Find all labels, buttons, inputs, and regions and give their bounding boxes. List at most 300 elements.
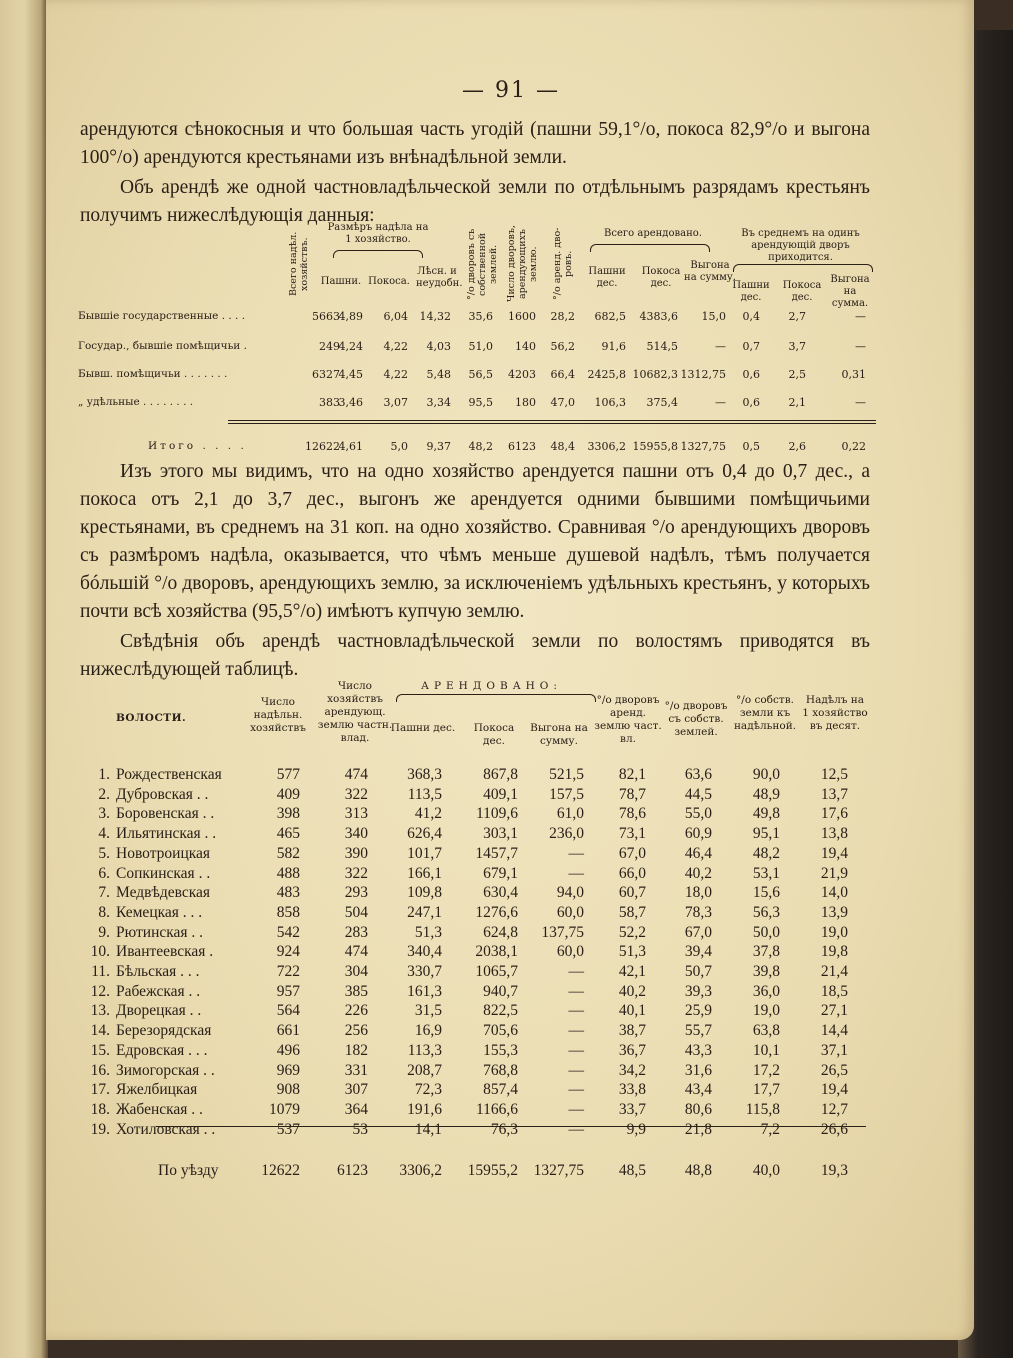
table-cell: 364 [344, 1100, 368, 1118]
table-cell: 61,0 [556, 805, 584, 823]
brace [590, 244, 710, 252]
table-cell: 2,5 [788, 368, 806, 381]
table-cell: 113,5 [407, 785, 442, 803]
table-cell: 368,3 [407, 766, 442, 783]
row-number: 10. [90, 943, 110, 961]
table-cell: 19,3 [820, 1162, 848, 1179]
table-cell: — [568, 1022, 584, 1040]
table-rule [228, 420, 876, 421]
table-cell: 249 [319, 340, 340, 353]
table-cell: 48,9 [752, 785, 780, 803]
table-cell: 247,1 [407, 903, 442, 921]
table-row [86, 1062, 876, 1082]
table-cell: 76,3 [490, 1120, 518, 1138]
table-cell: 19,0 [820, 923, 848, 941]
th-avg-group: Въ среднемъ на одинъ арендующій дворъ приходится. [741, 228, 860, 263]
table-cell: — [715, 340, 726, 353]
table-cell: 2,7 [788, 310, 806, 323]
table-cell: 95,1 [752, 825, 780, 843]
table-cell: 0,7 [742, 340, 760, 353]
table-cell: 33,8 [618, 1081, 646, 1099]
table-cell: 39,4 [684, 943, 712, 961]
table-row [86, 904, 876, 924]
table-cell: 822,5 [483, 1002, 518, 1020]
table-cell: 21,8 [684, 1120, 712, 1138]
table-cell: 56,3 [752, 903, 780, 921]
volost-name: Боровенская . . [116, 805, 215, 823]
volost-name: Новотроицкая [116, 844, 211, 862]
table-cell: 375,4 [646, 396, 678, 409]
volost-name: Ильятинская . . [116, 825, 217, 843]
table-row [86, 963, 876, 983]
table-cell: 60,7 [618, 884, 646, 902]
table-cell: 0,5 [742, 440, 760, 453]
table-cell: 398 [276, 805, 300, 823]
table-cell: 226 [344, 1002, 368, 1020]
table-cell: 67,0 [684, 923, 712, 941]
table-cell: 4,22 [383, 368, 408, 381]
table-row [86, 845, 876, 865]
table-cell: 166,1 [407, 864, 442, 882]
table-cell: 303,1 [483, 825, 518, 843]
table-cell: 1276,6 [475, 903, 518, 921]
table-cell: 1327,75 [533, 1162, 584, 1179]
table-cell: 39,8 [752, 963, 780, 980]
table-row [86, 825, 876, 845]
th-pokosa: Покоса дес. [473, 722, 515, 747]
table-cell: 19,4 [820, 844, 848, 862]
table-cell: 18,0 [684, 884, 712, 902]
table-cell: 14,1 [414, 1120, 442, 1138]
row-number: 1. [98, 766, 110, 783]
table-cell: 331 [344, 1061, 368, 1079]
row-number: 7. [98, 884, 110, 902]
table-cell: 488 [276, 864, 300, 882]
table-cell: 113,3 [407, 1041, 442, 1059]
table-cell: 27,1 [820, 1002, 848, 1020]
table-cell: 39,3 [684, 982, 712, 1000]
table-cell: 43,3 [684, 1041, 712, 1059]
table-cell: 12,7 [820, 1100, 848, 1118]
table-cell: 1600 [508, 310, 536, 323]
row-number: 9. [98, 923, 110, 941]
table-row [86, 1042, 876, 1062]
table-cell: 2,6 [788, 440, 806, 453]
table-cell: 115,8 [745, 1100, 780, 1118]
table-cell: 722 [276, 963, 300, 980]
table-cell: 66,0 [618, 864, 646, 882]
th-households: Число надѣльн. хозяйствъ [250, 696, 306, 734]
table-cell: 90,0 [752, 766, 780, 783]
table-cell: 43,4 [684, 1081, 712, 1099]
th-pashni: Пашни дес. [390, 722, 456, 734]
th-num-rent: Число дворовъ, арендующихъ землю. [506, 225, 539, 303]
table-cell: 56,2 [550, 340, 575, 353]
volost-name: Медвѣдевская [116, 884, 211, 902]
th-pct-own-land: °/о собств. земли къ надѣльной. [733, 694, 797, 732]
th-total-rented: Всего арендовано. [604, 228, 702, 239]
table-cell: 661 [276, 1022, 300, 1040]
table-cell: 95,5 [468, 396, 493, 409]
row-number: 6. [98, 864, 110, 882]
table-row [86, 884, 876, 904]
th-avg-pokosa: Покоса дес. [782, 280, 822, 303]
volost-name: Дубровская . . [116, 785, 209, 803]
table-cell: 483 [276, 884, 300, 902]
table-cell: 180 [515, 396, 536, 409]
th-total-nadel: Всего надѣл. хозяйствъ. [288, 231, 310, 297]
table-cell: 48,4 [550, 440, 575, 453]
table-cell: 4,22 [383, 340, 408, 353]
volost-name: Рютинская . . [116, 923, 204, 941]
table-cell: 322 [344, 785, 368, 803]
table-cell: 15,6 [752, 884, 780, 902]
table-cell: — [855, 310, 866, 323]
table-cell: 51,3 [618, 943, 646, 961]
volost-name: Едровская . . . [116, 1041, 208, 1059]
table-cell: 504 [344, 903, 368, 921]
volost-name: Березорядская [116, 1022, 212, 1040]
table-cell: 35,6 [468, 310, 493, 323]
table-cell: 60,9 [684, 825, 712, 843]
table-row [78, 396, 878, 418]
row-number: 3. [98, 805, 110, 823]
paragraph-2: Объ арендѣ же одной частновладѣльческой земли по отдѣльнымъ разрядамъ крестьянъ получимъ нижеслѣдующія данныя: [80, 177, 870, 226]
table-cell: 577 [276, 766, 300, 783]
table-cell: 858 [276, 903, 300, 921]
table-cell: 155,3 [483, 1041, 518, 1059]
table-cell: 49,8 [752, 805, 780, 823]
table-row [86, 1002, 876, 1022]
table-cell: 19,8 [820, 943, 848, 961]
volost-name: По уѣзду [158, 1162, 219, 1179]
table-cell: 12622 [261, 1162, 300, 1179]
table-cell: 72,3 [414, 1081, 442, 1099]
th-arendovano: АРЕНДОВАНО: [421, 680, 562, 692]
row-number: 2. [98, 785, 110, 803]
th-renting: Число хозяйствъ арендующ. землю частн. влад. [317, 680, 393, 744]
table-cell: 17,7 [752, 1081, 780, 1099]
table-cell: 17,2 [752, 1061, 780, 1079]
table-cell: 0,31 [841, 368, 866, 381]
table-cell: 1166,6 [475, 1100, 518, 1118]
volost-name: Яжелбицкая [116, 1081, 198, 1099]
table-cell: 5,48 [426, 368, 451, 381]
th-avg-vygona: Выгона на сумма. [830, 274, 870, 309]
table-cell: 2,1 [788, 396, 806, 409]
table-cell: — [568, 1081, 584, 1099]
table-cell: 191,6 [407, 1100, 442, 1118]
table-cell: 63,6 [684, 766, 712, 783]
table-cell: 4,61 [338, 440, 363, 453]
table-cell: 50,0 [752, 923, 780, 941]
brace [733, 264, 873, 272]
table-cell: 682,5 [594, 310, 626, 323]
row-number: 17. [90, 1081, 110, 1099]
table-cell: 9,9 [626, 1120, 646, 1138]
table-cell: 582 [276, 844, 300, 862]
table-cell: 94,0 [556, 884, 584, 902]
table-cell: 3306,2 [587, 440, 626, 453]
table-cell: 73,1 [618, 825, 646, 843]
table-cell: 34,2 [618, 1061, 646, 1079]
row-number: 11. [91, 963, 110, 980]
table-cell: 51,0 [468, 340, 493, 353]
table-cell: 564 [276, 1002, 300, 1020]
table-cell: 47,0 [550, 396, 575, 409]
table-cell: 50,7 [684, 963, 712, 980]
table-cell: 16,9 [414, 1022, 442, 1040]
table-cell: — [568, 1120, 584, 1138]
table-cell: 12,5 [820, 766, 848, 783]
table-cell: 36,7 [618, 1041, 646, 1059]
table-cell: 3,46 [338, 396, 363, 409]
paragraph-3: Изъ этого мы видимъ, что на одно хозяйство арендуется пашни отъ 0,4 до 0,7 дес., а покоса отъ 2,1 до 3,7 дес., выгонъ же арендуется одними бывшими помѣщичьими крестьянами, въ среднемъ на 31 коп. на одно хозяйство. Сравнивая °/о арендующихъ дворовъ съ размѣромъ надѣла, оказывается, что чѣмъ меньше душевой надѣлъ, тѣмъ получается бóльшій °/о дворовъ, арендующихъ землю, за исключеніемъ удѣльныхъ крестьянъ, у которыхъ почти всѣ хозяйства (95,5°/о) имѣютъ купчую землю. [80, 461, 870, 622]
table-cell: 48,8 [684, 1162, 712, 1179]
th-lesn: Лѣсн. и неудобн. [416, 266, 463, 289]
table-cell: 80,6 [684, 1100, 712, 1118]
table-cell: 78,6 [618, 805, 646, 823]
table-cell: 514,5 [646, 340, 678, 353]
table-row [86, 786, 876, 806]
table-cell: 31,5 [414, 1002, 442, 1020]
table-cell: — [568, 1061, 584, 1079]
row-number: 19. [90, 1120, 110, 1138]
table-cell: 66,4 [550, 368, 575, 381]
table-cell: 14,32 [419, 310, 451, 323]
table-cell: 33,7 [618, 1100, 646, 1118]
table-cell: 18,5 [820, 982, 848, 1000]
table-cell: 38,7 [618, 1022, 646, 1040]
table-cell: — [568, 1041, 584, 1059]
table-cell: 53 [352, 1120, 368, 1138]
table-cell: — [568, 982, 584, 1000]
table-cell: 25,9 [684, 1002, 712, 1020]
table-cell: 78,3 [684, 903, 712, 921]
table-cell: 340 [344, 825, 368, 843]
table-cell: 67,0 [618, 844, 646, 862]
table-cell: 390 [344, 844, 368, 862]
table-cell: — [568, 963, 584, 980]
table-cell: 307 [344, 1081, 368, 1099]
table-cell: 4,24 [338, 340, 363, 353]
table-cell: 409 [276, 785, 300, 803]
row-number: 5. [98, 844, 110, 862]
table-cell: 0,4 [742, 310, 760, 323]
table-cell: 0,6 [742, 396, 760, 409]
table-cell: 4,45 [338, 368, 363, 381]
table-cell: 208,7 [407, 1061, 442, 1079]
table-cell: 1065,7 [475, 963, 518, 980]
table-by-volost [86, 676, 876, 1196]
th-pashni: Пашни. [320, 276, 362, 287]
table-row [86, 1101, 876, 1121]
table-cell: 0,22 [841, 440, 866, 453]
table-cell: 1327,75 [680, 440, 726, 453]
table-cell: 537 [276, 1120, 300, 1138]
table-cell: 322 [344, 864, 368, 882]
table-cell: — [855, 340, 866, 353]
table-cell: 91,6 [601, 340, 626, 353]
table-cell: 1457,7 [475, 844, 518, 862]
brace [333, 250, 423, 258]
brace [396, 694, 596, 702]
th-avg-pashni: Пашни дес. [732, 280, 770, 303]
table-cell: — [568, 864, 584, 882]
page-number: — 91 — [462, 78, 560, 103]
table-cell: 82,1 [618, 766, 646, 783]
table-cell: 56,5 [468, 368, 493, 381]
table-cell: 293 [344, 884, 368, 902]
table-cell: 3,7 [788, 340, 806, 353]
table-cell: — [568, 1100, 584, 1118]
table-cell: 385 [344, 982, 368, 1000]
table-cell: 283 [344, 923, 368, 941]
table-cell: 106,3 [594, 396, 626, 409]
table-cell: 857,4 [483, 1081, 518, 1099]
table-cell: 4,03 [426, 340, 451, 353]
th-pct-rent: °/о аренд. дворовъ. [552, 227, 574, 301]
row-number: 12. [90, 982, 110, 1000]
table-cell: 31,6 [684, 1061, 712, 1079]
table-cell: 161,3 [407, 982, 442, 1000]
row-label: Государ., бывшіе помѣщичьи . [78, 340, 247, 352]
row-number: 16. [90, 1061, 110, 1079]
table-cell: 1312,75 [680, 368, 726, 381]
table-cell: 14,0 [820, 884, 848, 902]
th-nadel: Надѣлъ на 1 хозяйство въ десят. [802, 694, 868, 732]
table-cell: 1079 [269, 1100, 300, 1118]
table-cell: — [855, 396, 866, 409]
table-cell: 37,8 [752, 943, 780, 961]
table-cell: — [568, 844, 584, 862]
th-vygona: Выгона на сумму. [530, 722, 588, 747]
volost-name: Ивантеевская . [116, 943, 214, 961]
table-cell: 140 [515, 340, 536, 353]
table-cell: 101,7 [407, 844, 442, 862]
table-cell: 60,0 [556, 943, 584, 961]
table-row [86, 1081, 876, 1101]
row-number: 14. [90, 1022, 110, 1040]
total-row [86, 1162, 876, 1182]
table-cell: 78,7 [618, 785, 646, 803]
table-cell: 474 [344, 943, 368, 961]
table-cell: 908 [276, 1081, 300, 1099]
th-size-group: Размѣръ надѣла на 1 хозяйство. [327, 222, 429, 245]
table-cell: 51,3 [414, 923, 442, 941]
table-cell: 3,34 [426, 396, 451, 409]
row-label: „ удѣльные . . . . . . . . [78, 396, 194, 408]
table-cell: 21,9 [820, 864, 848, 882]
table-cell: 19,4 [820, 1081, 848, 1099]
row-label: Бывшіе государственные . . . . [78, 310, 246, 322]
paragraph-4: Свѣдѣнія объ арендѣ частновладѣльческой земли по волостямъ приводятся въ нижеслѣдующей таблицѣ. [80, 631, 870, 680]
table-cell: 46,4 [684, 844, 712, 862]
volost-name: Бѣльская . . . [116, 963, 200, 980]
table-cell: 60,0 [556, 903, 584, 921]
row-label: Бывш. помѣщичьи . . . . . . . [78, 368, 228, 380]
table-rule [228, 423, 876, 424]
table-cell: 304 [344, 963, 368, 980]
table-cell: 6123 [337, 1162, 368, 1179]
table-cell: 5663 [312, 310, 340, 323]
table-cell: 6327 [312, 368, 340, 381]
table-cell: 40,2 [618, 982, 646, 1000]
table-cell: 53,1 [752, 864, 780, 882]
volost-name: Рождественская [116, 766, 222, 783]
table-cell: 957 [276, 982, 300, 1000]
table-row [86, 943, 876, 963]
volost-name: Хотиловская . . [116, 1120, 216, 1138]
table-cell: 521,5 [549, 766, 584, 783]
th-pokosa-des: Покоса дес. [641, 266, 681, 289]
table-cell: 14,4 [820, 1022, 848, 1040]
table-rule [156, 1126, 866, 1127]
row-number: 8. [98, 903, 110, 921]
volost-name: Сопкинская . . [116, 864, 211, 882]
table-by-peasant-category [78, 216, 878, 466]
table-cell: 2038,1 [475, 943, 518, 961]
table-cell: 630,4 [483, 884, 518, 902]
table-cell: 340,4 [407, 943, 442, 961]
table-cell: 7,2 [760, 1120, 780, 1138]
table-row [78, 310, 878, 332]
table-cell: 13,7 [820, 785, 848, 803]
table-cell: 55,7 [684, 1022, 712, 1040]
row-number: 13. [90, 1002, 110, 1020]
table-cell: 55,0 [684, 805, 712, 823]
table-cell: 465 [276, 825, 300, 843]
table-cell: 40,0 [752, 1162, 780, 1179]
row-number: 4. [98, 825, 110, 843]
book-left-page-edge [0, 0, 48, 1358]
table-row [86, 1022, 876, 1042]
table-cell: 15955,8 [632, 440, 678, 453]
table-cell: 109,8 [407, 884, 442, 902]
table-cell: 940,7 [483, 982, 518, 1000]
table-cell: 3,07 [383, 396, 408, 409]
table-cell: 409,1 [483, 785, 518, 803]
table-cell: 624,8 [483, 923, 518, 941]
th-volosti: ВОЛОСТИ. [116, 712, 187, 724]
table-cell: 626,4 [407, 825, 442, 843]
row-label: Итого . . . . [148, 440, 247, 452]
table-row [86, 805, 876, 825]
th-pct-rent: °/о дворовъ аренд. землю част. вл. [594, 694, 662, 745]
table-cell: 17,6 [820, 805, 848, 823]
table-cell: 41,2 [414, 805, 442, 823]
table-cell: 15,0 [701, 310, 726, 323]
table-cell: 969 [276, 1061, 300, 1079]
table-cell: 40,1 [618, 1002, 646, 1020]
table-cell: 26,5 [820, 1061, 848, 1079]
paragraph-1: арендуются сѣнокосныя и что большая часть угодій (пашни 59,1°/о, покоса 82,9°/о и выгона 100°/о) арендуются крестьянами изъ внѣнадѣльной земли. [80, 119, 870, 168]
table-row [78, 340, 878, 362]
th-vygona-sum: Выгона на сумму. [684, 260, 736, 283]
th-pokosa: Покоса. [368, 276, 410, 287]
table-cell: 36,0 [752, 982, 780, 1000]
table-cell: 48,2 [752, 844, 780, 862]
table-cell: 48,2 [468, 440, 493, 453]
table-cell: 13,8 [820, 825, 848, 843]
table-cell: 63,8 [752, 1022, 780, 1040]
table-cell: 4203 [508, 368, 536, 381]
volost-name: Кемецкая . . . [116, 903, 203, 921]
table-cell: 705,6 [483, 1022, 518, 1040]
table-cell: 256 [344, 1022, 368, 1040]
volost-name: Зимогорская . . [116, 1061, 215, 1079]
table-cell: 1109,6 [475, 805, 518, 823]
